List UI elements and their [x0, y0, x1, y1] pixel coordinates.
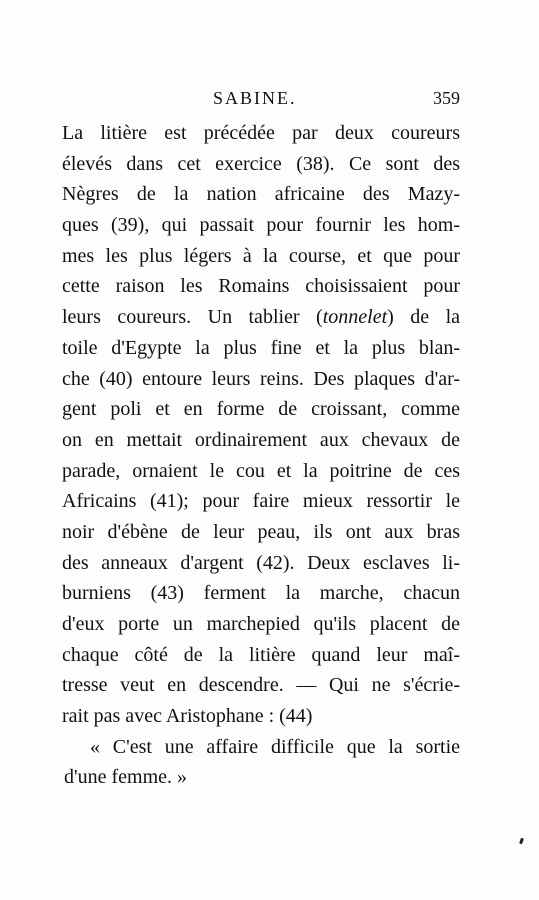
text-line: [62, 302, 460, 333]
quote-line: d'une femme. »: [64, 766, 188, 789]
text-line: Nègres de la nation africaine des Mazy-: [62, 183, 460, 206]
text-line: rait pas avec Aristophane : (44): [62, 705, 313, 728]
text-line: d'eux porte un marchepied qu'ils placent de: [62, 613, 460, 635]
text-line: toile d'Egypte la plus fine et la plus blan-: [62, 336, 460, 359]
text-line: che (40) entoure leurs reins. Des plaques d'ar-: [62, 367, 460, 390]
quote-line: « C'est une affaire difficile que la sortie: [90, 735, 460, 758]
italic-term: tonnelet: [322, 306, 388, 329]
text-line: élevés dans cet exercice (38). Ce sont des: [62, 152, 460, 175]
text-line: gent poli et en forme de croissant, comme: [62, 398, 460, 421]
text-line: des anneaux d'argent (42). Deux esclaves li-: [62, 551, 460, 574]
text-line: noir d'ébène de leur peau, ils ont aux bras: [62, 520, 460, 543]
text-line: ques (39), qui passait pour fournir les hom-: [62, 214, 460, 237]
text-line: on en mettait ordinairement aux chevaux de: [62, 428, 460, 451]
text-line: Africains (41); pour faire mieux ressortir le: [62, 490, 460, 513]
ink-speck: [519, 838, 524, 845]
page-header: [60, 88, 460, 112]
text-line: cette raison les Romains choisissaient pour: [62, 275, 460, 298]
text-line: chaque côté de la litière quand leur maî-: [62, 643, 460, 666]
text-line: burniens (43) ferment la marche, chacun: [62, 582, 460, 605]
text-segment: leurs coureurs. Un tablier (: [62, 306, 323, 329]
text-line: tresse veut en descendre. — Qui ne s'écrie-: [62, 674, 460, 697]
text-line: La litière est précédée par deux coureurs: [62, 122, 460, 144]
page-number: 359: [433, 88, 460, 108]
running-title: SABINE.: [213, 88, 297, 108]
text-segment: ) de la: [387, 306, 460, 329]
body-text: [62, 118, 460, 793]
text-line: mes les plus légers à la course, et que pour: [62, 244, 460, 267]
text-line: parade, ornaient le cou et la poitrine de ces: [62, 459, 460, 482]
